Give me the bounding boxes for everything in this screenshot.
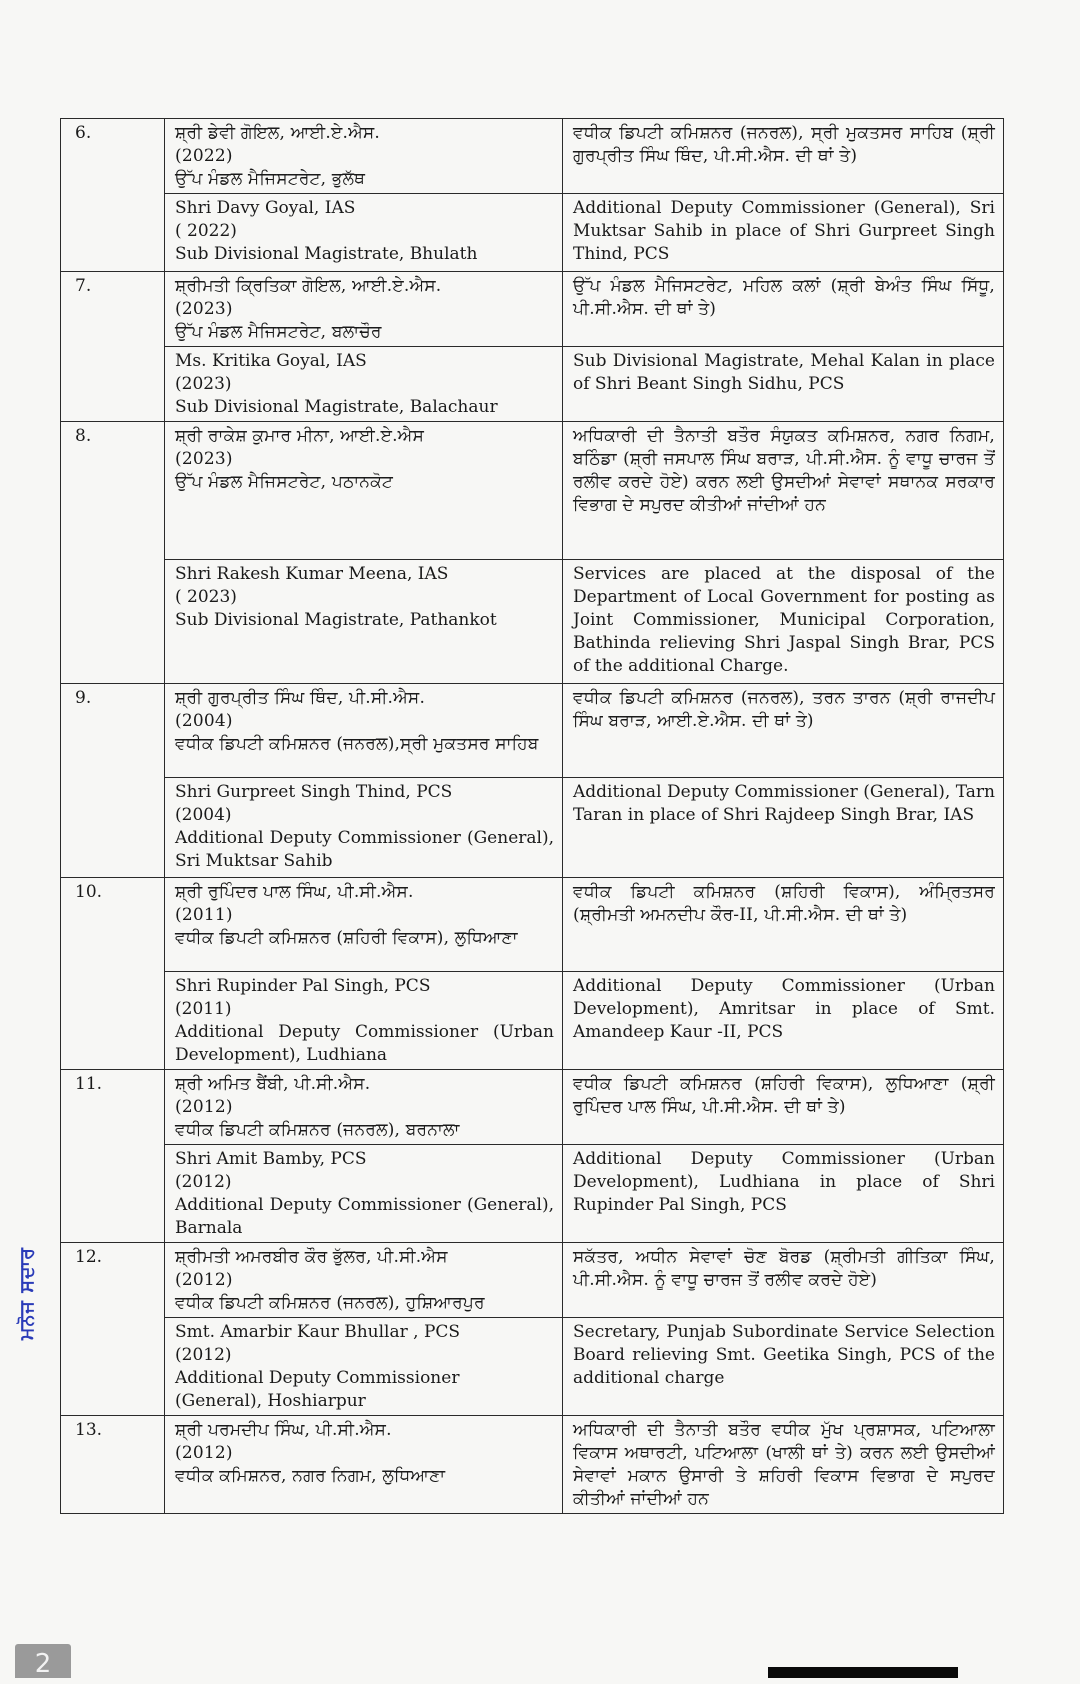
name-line: Shri Davy Goyal, IAS <box>175 198 356 218</box>
serial-number: 12. <box>61 1243 165 1416</box>
name-line: Ms. Kritika Goyal, IAS <box>175 351 367 371</box>
entry-row-english <box>61 347 1004 422</box>
officer-name-punjabi <box>165 1243 563 1318</box>
posting-text: ਵਧੀਕ ਡਿਪਟੀ ਕਮਿਸ਼ਨਰ (ਜਨਰਲ), ਤਰਨ ਤਾਰਨ (ਸ਼੍ਰੀ ਰਾਜਦੀਪ ਸਿੰਘ ਬਰਾੜ, ਆਈ.ਏ.ਐਸ. ਦੀ ਥਾਂ ਤੇ) <box>573 688 995 731</box>
posting-english <box>563 560 1004 684</box>
table-body <box>61 119 1004 1514</box>
posting-text: Additional Deputy Commissioner (General), Sri Muktsar Sahib in place of Shri Gurpreet Singh Thind, PCS <box>573 198 995 264</box>
entry-row-punjabi <box>61 1070 1004 1145</box>
posting-text: ਵਧੀਕ ਡਿਪਟੀ ਕਮਿਸ਼ਨਰ (ਜਨਰਲ), ਸ੍ਰੀ ਮੁਕਤਸਰ ਸਾਹਿਬ (ਸ਼੍ਰੀ ਗੁਰਪ੍ਰੀਤ ਸਿੰਘ ਥਿੰਦ, ਪੀ.ਸੀ.ਐਸ. ਦੀ ਥਾਂ ਤੇ) <box>573 123 995 166</box>
officer-name-punjabi <box>165 878 563 972</box>
entry-row-english <box>61 778 1004 878</box>
name-line: (2012) <box>175 1172 232 1192</box>
posting-text: ਸਕੱਤਰ, ਅਧੀਨ ਸੇਵਾਵਾਂ ਚੋਣ ਬੋਰਡ (ਸ਼੍ਰੀਮਤੀ ਗੀਤਿਕਾ ਸਿੰਘ, ਪੀ.ਸੀ.ਐਸ. ਨੂੰ ਵਾਧੂ ਚਾਰਜ ਤੋਂ ਰਲੀਵ ਕਰਦੇ ਹੋਏ) <box>573 1247 995 1290</box>
posting-text: Additional Deputy Commissioner (Urban Development), Ludhiana in place of Shri Rupinder Pal Singh, PCS <box>573 1149 995 1215</box>
name-line: ਵਧੀਕ ਡਿਪਟੀ ਕਮਿਸ਼ਨਰ (ਜਨਰਲ), ਬਰਨਾਲਾ <box>175 1120 460 1140</box>
name-line: ( 2023) <box>175 587 237 607</box>
posting-punjabi <box>563 1243 1004 1318</box>
name-line: ਸ਼੍ਰੀ ਅਮਿਤ ਬੈਂਬੀ, ਪੀ.ਸੀ.ਐਸ. <box>175 1074 371 1094</box>
entry-row-punjabi <box>61 422 1004 560</box>
name-line: ਵਧੀਕ ਡਿਪਟੀ ਕਮਿਸ਼ਨਰ (ਜਨਰਲ), ਹੁਸ਼ਿਆਰਪੁਰ <box>175 1293 485 1313</box>
posting-punjabi <box>563 1416 1004 1514</box>
name-line: ਸ਼੍ਰੀ ਰਾਕੇਸ਼ ਕੁਮਾਰ ਮੀਨਾ, ਆਈ.ਏ.ਐਸ <box>175 426 424 446</box>
name-line: (2004) <box>175 805 232 825</box>
name-line: (2023) <box>175 374 232 394</box>
posting-text: Sub Divisional Magistrate, Mehal Kalan in place of Shri Beant Singh Sidhu, PCS <box>573 351 995 394</box>
name-line: ਸ਼੍ਰੀ ਗੁਰਪ੍ਰੀਤ ਸਿੰਘ ਥਿੰਦ, ਪੀ.ਸੀ.ਐਸ. <box>175 688 426 708</box>
entry-row-punjabi <box>61 119 1004 194</box>
posting-english <box>563 347 1004 422</box>
name-line: (2023) <box>175 299 233 319</box>
officer-name-english <box>165 1318 563 1416</box>
name-line: ਸ਼੍ਰੀ ਰੁਪਿੰਦਰ ਪਾਲ ਸਿੰਘ, ਪੀ.ਸੀ.ਐਸ. <box>175 882 414 902</box>
posting-english <box>563 1318 1004 1416</box>
name-line: ਉੱਪ ਮੰਡਲ ਮੈਜਿਸਟਰੇਟ, ਪਠਾਨਕੋਟ <box>175 472 393 492</box>
serial-number: 8. <box>61 422 165 684</box>
officer-name-english <box>165 560 563 684</box>
name-line: ਉੱਪ ਮੰਡਲ ਮੈਜਿਸਟਰੇਟ, ਭੁਲੱਥ <box>175 169 366 189</box>
posting-english <box>563 1145 1004 1243</box>
entry-row-english <box>61 1318 1004 1416</box>
officer-name-english <box>165 1145 563 1243</box>
posting-punjabi <box>563 422 1004 560</box>
name-line: (2012) <box>175 1443 233 1463</box>
posting-punjabi <box>563 878 1004 972</box>
name-line: Shri Rupinder Pal Singh, PCS <box>175 976 431 996</box>
posting-text: Additional Deputy Commissioner (Urban Development), Amritsar in place of Smt. Amandeep Kaur -II, PCS <box>573 976 995 1042</box>
officer-name-punjabi <box>165 1070 563 1145</box>
entry-row-english <box>61 194 1004 272</box>
officer-name-english <box>165 347 563 422</box>
entry-row-punjabi <box>61 1243 1004 1318</box>
margin-signature: ਮਨੋਜ ਸਦਾਰ <box>16 1247 38 1340</box>
officer-name-punjabi <box>165 119 563 194</box>
name-line: Shri Rakesh Kumar Meena, IAS <box>175 564 449 584</box>
page-number: 2 <box>15 1644 71 1678</box>
redaction-bar <box>768 1667 958 1678</box>
name-line: ਸ਼੍ਰੀ ਡੇਵੀ ਗੋਇਲ, ਆਈ.ਏ.ਐਸ. <box>175 123 380 143</box>
posting-orders-table <box>60 118 1004 1514</box>
name-line: (2023) <box>175 449 233 469</box>
name-line: ਵਧੀਕ ਡਿਪਟੀ ਕਮਿਸ਼ਨਰ (ਜਨਰਲ),ਸ੍ਰੀ ਮੁਕਤਸਰ ਸਾਹਿਬ <box>175 734 539 754</box>
serial-number: 7. <box>61 272 165 422</box>
name-line: (2004) <box>175 711 233 731</box>
name-line: Additional Deputy Commissioner (General), Sri Muktsar Sahib <box>175 828 554 871</box>
posting-text: ਵਧੀਕ ਡਿਪਟੀ ਕਮਿਸ਼ਨਰ (ਸ਼ਹਿਰੀ ਵਿਕਾਸ), ਅੰਮ੍ਰਿਤਸਰ (ਸ਼੍ਰੀਮਤੀ ਅਮਨਦੀਪ ਕੌਰ-II, ਪੀ.ਸੀ.ਐਸ. ਦੀ ਥਾਂ ਤੇ) <box>573 882 995 925</box>
posting-punjabi <box>563 1070 1004 1145</box>
posting-punjabi <box>563 119 1004 194</box>
name-line: (2011) <box>175 905 233 925</box>
posting-text: ਅਧਿਕਾਰੀ ਦੀ ਤੈਨਾਤੀ ਬਤੌਰ ਵਧੀਕ ਮੁੱਖ ਪ੍ਰਸ਼ਾਸਕ, ਪਟਿਆਲਾ ਵਿਕਾਸ ਅਥਾਰਟੀ, ਪਟਿਆਲਾ (ਖਾਲੀ ਥਾਂ ਤੇ) ਕਰਨ ਲਈ ਉਸਦੀਆਂ ਸੇਵਾਵਾਂ ਮਕਾਨ ਉਸਾਰੀ ਤੇ ਸ਼ਹਿਰੀ ਵਿਕਾਸ ਵਿਭਾਗ ਦੇ ਸਪੁਰਦ ਕੀਤੀਆਂ ਜਾਂਦੀਆਂ ਹਨ <box>573 1420 995 1509</box>
name-line: Shri Gurpreet Singh Thind, PCS <box>175 782 453 802</box>
officer-name-punjabi <box>165 684 563 778</box>
officer-name-english <box>165 778 563 878</box>
serial-number: 9. <box>61 684 165 878</box>
name-line: ਵਧੀਕ ਕਮਿਸ਼ਨਰ, ਨਗਰ ਨਿਗਮ, ਲੁਧਿਆਣਾ <box>175 1466 446 1486</box>
entry-row-punjabi <box>61 684 1004 778</box>
name-line: ( 2022) <box>175 221 237 241</box>
name-line: Sub Divisional Magistrate, Balachaur <box>175 397 498 417</box>
posting-text: Secretary, Punjab Subordinate Service Selection Board relieving Smt. Geetika Singh, PCS of the additional charge <box>573 1322 995 1388</box>
name-line: ਸ਼੍ਰੀਮਤੀ ਕ੍ਰਿਤਿਕਾ ਗੋਇਲ, ਆਈ.ਏ.ਐਸ. <box>175 276 442 296</box>
entry-row-punjabi <box>61 1416 1004 1514</box>
name-line: Sub Divisional Magistrate, Pathankot <box>175 610 497 630</box>
entry-row-english <box>61 1145 1004 1243</box>
name-line: (2022) <box>175 146 233 166</box>
officer-name-punjabi <box>165 1416 563 1514</box>
officer-name-english <box>165 972 563 1070</box>
entry-row-punjabi <box>61 878 1004 972</box>
posting-text: ਉੱਪ ਮੰਡਲ ਮੈਜਿਸਟਰੇਟ, ਮਹਿਲ ਕਲਾਂ (ਸ਼੍ਰੀ ਬੇਅੰਤ ਸਿੰਘ ਸਿੱਧੂ, ਪੀ.ਸੀ.ਐਸ. ਦੀ ਥਾਂ ਤੇ) <box>573 276 995 319</box>
officer-name-english <box>165 194 563 272</box>
name-line: Additional Deputy Commissioner <box>175 1368 460 1388</box>
name-line: Additional Deputy Commissioner (General), Barnala <box>175 1195 554 1238</box>
officer-name-punjabi <box>165 272 563 347</box>
posting-punjabi <box>563 272 1004 347</box>
name-line: ਵਧੀਕ ਡਿਪਟੀ ਕਮਿਸ਼ਨਰ (ਸ਼ਹਿਰੀ ਵਿਕਾਸ), ਲੁਧਿਆਣਾ <box>175 928 518 948</box>
posting-text: Additional Deputy Commissioner (General), Tarn Taran in place of Shri Rajdeep Singh Brar, IAS <box>573 782 995 825</box>
name-line: ਸ਼੍ਰੀ ਪਰਮਦੀਪ ਸਿੰਘ, ਪੀ.ਸੀ.ਐਸ. <box>175 1420 392 1440</box>
serial-number: 10. <box>61 878 165 1070</box>
name-line: (2011) <box>175 999 232 1019</box>
name-line: (2012) <box>175 1270 233 1290</box>
posting-text: Services are placed at the disposal of the Department of Local Government for posting as Joint Commissioner, Municipal Corporation, Bathinda relieving Shri Jaspal Singh Brar, PCS of the additional Charge. <box>573 564 995 676</box>
name-line: ਉੱਪ ਮੰਡਲ ਮੈਜਿਸਟਰੇਟ, ਬਲਾਚੌਰ <box>175 322 382 342</box>
name-line: (2012) <box>175 1345 232 1365</box>
serial-number: 13. <box>61 1416 165 1514</box>
entry-row-english <box>61 972 1004 1070</box>
posting-punjabi <box>563 684 1004 778</box>
serial-number: 11. <box>61 1070 165 1243</box>
name-line: Smt. Amarbir Kaur Bhullar , PCS <box>175 1322 461 1342</box>
name-line: Sub Divisional Magistrate, Bhulath <box>175 244 478 264</box>
name-line: (General), Hoshiarpur <box>175 1391 366 1411</box>
posting-english <box>563 778 1004 878</box>
officer-name-punjabi <box>165 422 563 560</box>
name-line: (2012) <box>175 1097 233 1117</box>
serial-number: 6. <box>61 119 165 272</box>
posting-english <box>563 194 1004 272</box>
name-line: ਸ਼੍ਰੀਮਤੀ ਅਮਰਬੀਰ ਕੌਰ ਭੁੱਲਰ, ਪੀ.ਸੀ.ਐਸ <box>175 1247 448 1267</box>
posting-english <box>563 972 1004 1070</box>
entry-row-english <box>61 560 1004 684</box>
entry-row-punjabi <box>61 272 1004 347</box>
name-line: Additional Deputy Commissioner (Urban Development), Ludhiana <box>175 1022 554 1065</box>
name-line: Shri Amit Bamby, PCS <box>175 1149 367 1169</box>
posting-text: ਵਧੀਕ ਡਿਪਟੀ ਕਮਿਸ਼ਨਰ (ਸ਼ਹਿਰੀ ਵਿਕਾਸ), ਲੁਧਿਆਣਾ (ਸ਼੍ਰੀ ਰੁਪਿੰਦਰ ਪਾਲ ਸਿੰਘ, ਪੀ.ਸੀ.ਐਸ. ਦੀ ਥਾਂ ਤੇ) <box>573 1074 995 1117</box>
posting-text: ਅਧਿਕਾਰੀ ਦੀ ਤੈਨਾਤੀ ਬਤੌਰ ਸੰਯੁਕਤ ਕਮਿਸ਼ਨਰ, ਨਗਰ ਨਿਗਮ, ਬਠਿੰਡਾ (ਸ਼੍ਰੀ ਜਸਪਾਲ ਸਿੰਘ ਬਰਾੜ, ਪੀ.ਸੀ.ਐਸ. ਨੂੰ ਵਾਧੂ ਚਾਰਜ ਤੋਂ ਰਲੀਵ ਕਰਦੇ ਹੋਏ) ਕਰਨ ਲਈ ਉਸਦੀਆਂ ਸੇਵਾਵਾਂ ਸਥਾਨਕ ਸਰਕਾਰ ਵਿਭਾਗ ਦੇ ਸਪੁਰਦ ਕੀਤੀਆਂ ਜਾਂਦੀਆਂ ਹਨ <box>573 426 995 515</box>
